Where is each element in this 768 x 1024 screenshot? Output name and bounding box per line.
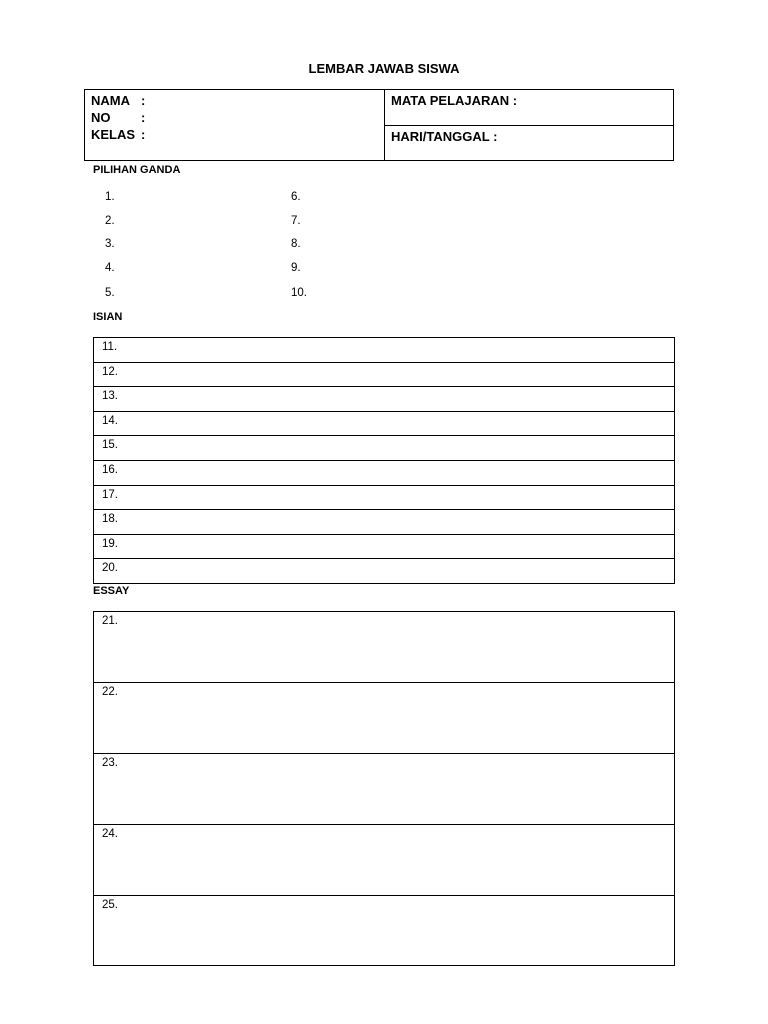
mc-item-10: 10. xyxy=(291,287,307,299)
isian-row: 16. xyxy=(94,461,674,486)
mc-item-2: 2. xyxy=(105,215,115,227)
isian-row: 14. xyxy=(94,412,674,437)
isian-row: 20. xyxy=(102,562,118,575)
no-colon: : xyxy=(141,110,146,125)
essay-row: 21. xyxy=(94,612,674,683)
essay-row: 24. xyxy=(94,825,674,896)
kelas-colon: : xyxy=(141,127,146,142)
student-info-box xyxy=(84,89,674,161)
mc-item-9: 9. xyxy=(291,262,301,274)
essay-table xyxy=(93,611,675,966)
isian-row: 11. xyxy=(94,338,674,363)
mc-item-8: 8. xyxy=(291,238,301,250)
no-label: NO xyxy=(91,110,111,125)
exam-info-cell xyxy=(385,90,673,160)
page-title: LEMBAR JAWAB SISWA xyxy=(308,61,460,76)
student-identity-cell xyxy=(85,90,385,160)
essay-label: ESSAY xyxy=(93,585,130,597)
mc-item-5: 5. xyxy=(105,287,115,299)
mc-item-1: 1. xyxy=(105,191,115,203)
mc-item-7: 7. xyxy=(291,215,301,227)
isian-row: 17. xyxy=(94,486,674,511)
isian-row: 18. xyxy=(94,510,674,535)
nama-label: NAMA xyxy=(91,93,130,108)
isian-row: 15. xyxy=(94,436,674,461)
kelas-label: KELAS xyxy=(91,127,136,142)
isian-row: 19. xyxy=(94,535,674,560)
isian-label: ISIAN xyxy=(93,311,123,323)
pilihan-ganda-label: PILIHAN GANDA xyxy=(93,164,181,176)
isian-row: 13. xyxy=(94,387,674,412)
mc-item-3: 3. xyxy=(105,238,115,250)
nama-colon: : xyxy=(141,93,146,108)
mc-item-6: 6. xyxy=(291,191,301,203)
essay-row: 25. xyxy=(102,899,118,911)
mc-item-4: 4. xyxy=(105,262,115,274)
isian-table xyxy=(93,337,675,584)
hari-tanggal-label: HARI/TANGGAL : xyxy=(391,129,498,144)
isian-row: 12. xyxy=(94,363,674,388)
essay-row: 22. xyxy=(94,683,674,754)
essay-row: 23. xyxy=(94,754,674,825)
mata-pelajaran-label: MATA PELAJARAN : xyxy=(385,90,673,126)
